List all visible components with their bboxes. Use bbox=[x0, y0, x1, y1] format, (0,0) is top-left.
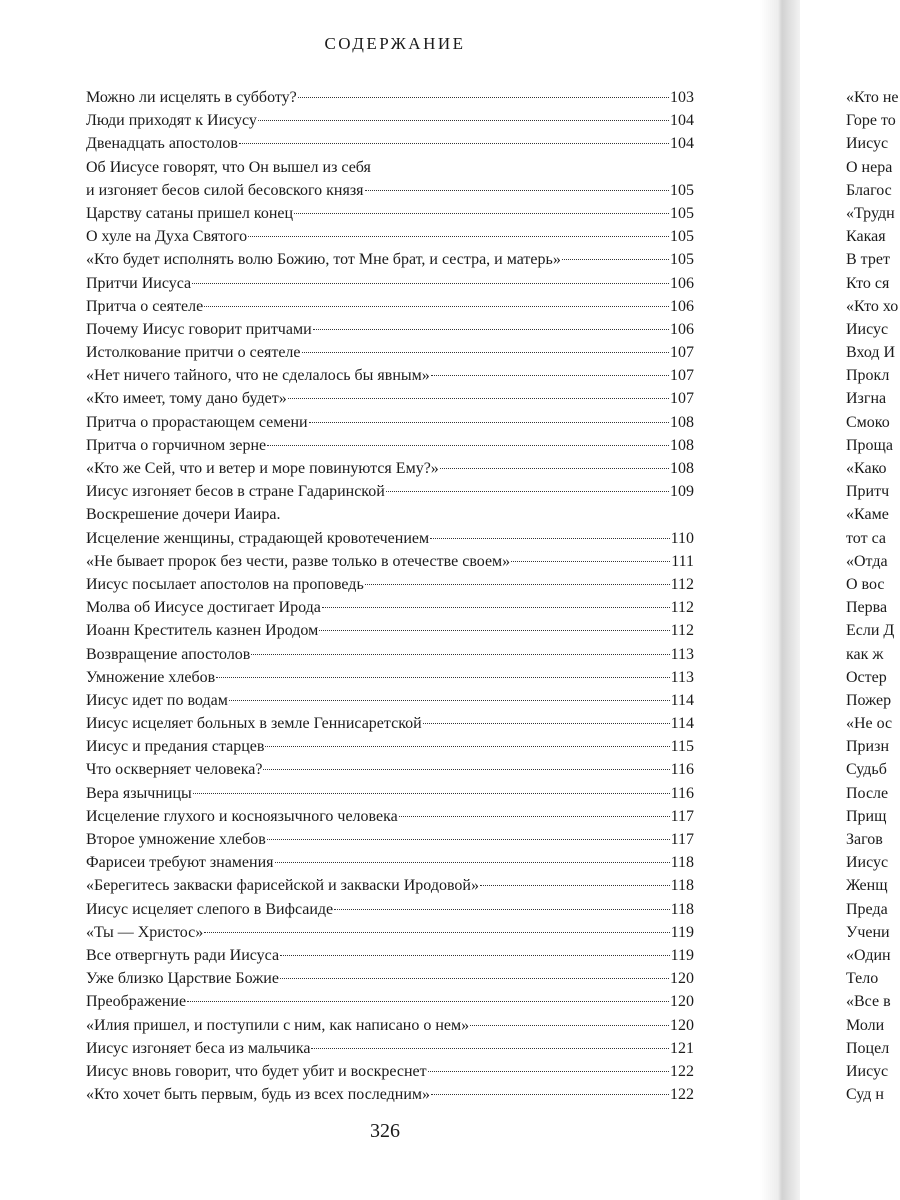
toc-entry bbox=[86, 619, 694, 642]
facing-page-line-fragment: Перва bbox=[846, 599, 888, 617]
toc-entry-page: 118 bbox=[670, 900, 694, 918]
toc-entry-page: 112 bbox=[670, 622, 694, 640]
toc-entry-page: 119 bbox=[670, 923, 694, 941]
toc-entry-title: Все отвергнуть ради Иисуса bbox=[86, 946, 280, 964]
facing-page-line-fragment: Кто ся bbox=[846, 274, 890, 292]
toc-entry bbox=[86, 318, 694, 341]
facing-page-line-fragment: Тело bbox=[846, 970, 879, 988]
toc-entry bbox=[86, 248, 694, 271]
facing-page-line-fragment: Женщ bbox=[846, 877, 888, 895]
dot-leader bbox=[288, 398, 669, 399]
dot-leader bbox=[319, 630, 669, 631]
facing-page-line-fragment: Иисус bbox=[846, 854, 889, 872]
facing-page-line-fragment: «Каме bbox=[846, 506, 889, 524]
facing-page-line-fragment: «Кто не bbox=[846, 89, 899, 106]
book-gutter bbox=[760, 0, 800, 1200]
dot-leader bbox=[248, 236, 669, 237]
toc-entry-title: Притча о горчичном зерне bbox=[86, 436, 267, 454]
toc-entry-page: 106 bbox=[670, 320, 694, 338]
toc-entry-title: «Не бывает пророк без чести, разве только в отечестве своем» bbox=[86, 552, 511, 570]
facing-page-line-fragment: Иисус bbox=[846, 1062, 889, 1080]
dot-leader bbox=[187, 1001, 669, 1002]
toc-entry-page: 105 bbox=[670, 181, 694, 199]
toc-entry-page: 108 bbox=[670, 413, 694, 431]
dot-leader bbox=[562, 259, 669, 260]
toc-entry-title: О хуле на Духа Святого bbox=[86, 228, 248, 246]
toc-entry-page: 105 bbox=[670, 228, 694, 246]
dot-leader bbox=[265, 746, 669, 747]
facing-page-line-fragment: Моли bbox=[846, 1016, 885, 1034]
toc-entry-page: 117 bbox=[670, 831, 694, 849]
facing-page-line-fragment: Пожер bbox=[846, 691, 892, 709]
toc-entry bbox=[86, 828, 694, 851]
toc-entry-title: и изгоняет бесов силой бесовского князя bbox=[86, 181, 364, 199]
facing-page-line-fragment: О нера bbox=[846, 158, 893, 176]
toc-entry-title: Можно ли исцелять в субботу? bbox=[86, 89, 297, 106]
toc-entry-title: Преображение bbox=[86, 993, 187, 1011]
toc-entry-page: 107 bbox=[670, 344, 694, 362]
toc-entry-title: Иисус посылает апостолов на проповедь bbox=[86, 575, 364, 593]
dot-leader bbox=[311, 1048, 669, 1049]
toc-entry-title: Иисус и предания старцев bbox=[86, 738, 265, 756]
toc-entry bbox=[86, 387, 694, 410]
dot-leader bbox=[399, 816, 670, 817]
facing-page-line-fragment: Суд н bbox=[846, 1086, 884, 1104]
dot-leader bbox=[423, 723, 670, 724]
toc-entry-page: 120 bbox=[670, 993, 694, 1011]
toc-entry-page: 112 bbox=[670, 575, 694, 593]
facing-page-line-fragment: Прокл bbox=[846, 367, 890, 385]
facing-page-line-fragment: Горе то bbox=[846, 112, 896, 130]
facing-page-line-fragment: тот са bbox=[846, 529, 886, 547]
toc-entry bbox=[86, 1083, 694, 1106]
toc-entry-page: 111 bbox=[671, 552, 694, 570]
toc-entry-title: Иисус исцеляет больных в земле Геннисаретской bbox=[86, 715, 422, 733]
facing-page-line-fragment: Прищ bbox=[846, 807, 887, 825]
toc-entry bbox=[86, 805, 694, 828]
facing-page-line-fragment: Преда bbox=[846, 900, 888, 918]
toc-entry bbox=[86, 596, 694, 619]
toc-entry-title: Притчи Иисуса bbox=[86, 274, 192, 292]
facing-page-line-fragment: Какая bbox=[846, 228, 886, 246]
table-of-contents bbox=[86, 86, 694, 1106]
toc-entry-page: 108 bbox=[670, 436, 694, 454]
toc-entry-page: 121 bbox=[670, 1039, 694, 1057]
toc-entry-title: «Кто имеет, тому дано будет» bbox=[86, 390, 287, 408]
facing-page-line-fragment: Изгна bbox=[846, 390, 887, 408]
facing-page-line-fragment: «Все в bbox=[846, 993, 891, 1011]
dot-leader bbox=[267, 445, 669, 446]
dot-leader bbox=[309, 422, 669, 423]
facing-page-line-fragment: «Како bbox=[846, 460, 887, 477]
toc-entry bbox=[86, 573, 694, 596]
dot-leader bbox=[229, 700, 670, 701]
toc-entry-title: «Берегитесь закваски фарисейской и закваски Иродовой» bbox=[86, 877, 479, 895]
facing-page-line-fragment: Поцел bbox=[846, 1039, 890, 1057]
toc-entry-title: Иоанн Креститель казнен Иродом bbox=[86, 622, 319, 640]
toc-entry bbox=[86, 202, 694, 225]
dot-leader bbox=[302, 352, 669, 353]
dot-leader bbox=[204, 932, 669, 933]
toc-entry-title: Притча о прорастающем семени bbox=[86, 413, 308, 431]
toc-entry-title: Уже близко Царствие Божие bbox=[86, 970, 279, 988]
dot-leader bbox=[428, 1071, 669, 1072]
dot-leader bbox=[430, 538, 669, 539]
toc-entry-page: 113 bbox=[670, 668, 694, 686]
toc-entry-title: «Ты — Христос» bbox=[86, 923, 204, 941]
facing-page-line-fragment: «Кто хо bbox=[846, 297, 899, 315]
dot-leader bbox=[322, 607, 670, 608]
toc-entry-title: Возвращение апостолов bbox=[86, 645, 251, 663]
dot-leader bbox=[386, 491, 669, 492]
toc-entry-page: 110 bbox=[670, 529, 694, 547]
facing-page-line-fragment: «Один bbox=[846, 946, 891, 964]
facing-page-line-fragment: Иисус bbox=[846, 135, 889, 153]
toc-entry bbox=[86, 86, 694, 109]
facing-page-line-fragment: Притч bbox=[846, 483, 890, 501]
toc-entry-title: Молва об Иисусе достигает Ирода bbox=[86, 599, 321, 617]
facing-page-line-fragment: Проща bbox=[846, 436, 893, 454]
dot-leader bbox=[440, 468, 669, 469]
facing-page-line-fragment: Иисус bbox=[846, 320, 889, 338]
dot-leader bbox=[258, 120, 669, 121]
toc-entry bbox=[86, 735, 694, 758]
dot-leader bbox=[313, 329, 669, 330]
facing-page-line-fragment: Судьб bbox=[846, 761, 887, 779]
facing-page-line-fragment: О вос bbox=[846, 575, 885, 593]
toc-entry-page: 104 bbox=[670, 112, 694, 130]
toc-entry bbox=[86, 1060, 694, 1083]
toc-entry bbox=[86, 156, 694, 202]
toc-entry-title: «Кто хочет быть первым, будь из всех последним» bbox=[86, 1086, 431, 1104]
toc-entry-title: «Нет ничего тайного, что не сделалось бы явным» bbox=[86, 367, 430, 385]
dot-leader bbox=[239, 143, 669, 144]
toc-entry-title: Люди приходят к Иисусу bbox=[86, 112, 257, 130]
toc-entry bbox=[86, 364, 694, 387]
toc-entry-page: 107 bbox=[670, 367, 694, 385]
dot-leader bbox=[263, 769, 669, 770]
toc-entry-page: 122 bbox=[670, 1062, 694, 1080]
facing-page-fragments bbox=[846, 86, 900, 1106]
dot-leader bbox=[275, 862, 670, 863]
dot-leader bbox=[192, 283, 669, 284]
dot-leader bbox=[216, 677, 669, 678]
toc-entry bbox=[86, 1037, 694, 1060]
toc-entry-page: 114 bbox=[670, 691, 694, 709]
toc-entry bbox=[86, 782, 694, 805]
dot-leader bbox=[365, 190, 669, 191]
toc-entry-page: 116 bbox=[670, 761, 694, 779]
toc-entry-title: Иисус вновь говорит, что будет убит и воскреснет bbox=[86, 1062, 427, 1080]
toc-entry bbox=[86, 411, 694, 434]
toc-entry bbox=[86, 944, 694, 967]
toc-entry bbox=[86, 689, 694, 712]
toc-entry bbox=[86, 967, 694, 990]
toc-entry-title: Исцеление глухого и косноязычного человека bbox=[86, 807, 398, 825]
toc-entry-title: Вера язычницы bbox=[86, 784, 192, 802]
toc-entry bbox=[86, 480, 694, 503]
toc-entry-page: 119 bbox=[670, 946, 694, 964]
toc-entry bbox=[86, 758, 694, 781]
toc-entry-title: Иисус изгоняет бесов в стране Гадаринской bbox=[86, 483, 385, 501]
facing-page-line-fragment: Загов bbox=[846, 831, 883, 848]
dot-leader bbox=[280, 978, 669, 979]
toc-entry bbox=[86, 712, 694, 735]
toc-entry-title: Второе умножение хлебов bbox=[86, 831, 266, 849]
toc-entry bbox=[86, 132, 694, 155]
dot-leader bbox=[193, 793, 670, 794]
toc-entry-page: 114 bbox=[670, 715, 694, 733]
facing-page-line-fragment: Если Д bbox=[846, 622, 895, 640]
facing-page-line-fragment: Вход И bbox=[846, 344, 896, 362]
toc-entry-page: 117 bbox=[670, 807, 694, 825]
toc-entry bbox=[86, 434, 694, 457]
toc-entry-page: 115 bbox=[670, 738, 694, 756]
toc-entry-title: Что оскверняет человека? bbox=[86, 761, 263, 779]
toc-entry-title: Иисус идет по водам bbox=[86, 691, 228, 709]
toc-entry-page: 107 bbox=[670, 390, 694, 408]
facing-page-line-fragment: Смоко bbox=[846, 413, 890, 431]
toc-entry-title: Иисус исцеляет слепого в Вифсаиде bbox=[86, 900, 334, 918]
toc-entry-page: 120 bbox=[670, 970, 694, 988]
toc-entry bbox=[86, 921, 694, 944]
facing-page-line-fragment: как ж bbox=[846, 645, 884, 663]
toc-entry-title: Исцеление женщины, страдающей кровотечением bbox=[86, 529, 430, 547]
toc-entry-title: Иисус изгоняет беса из мальчика bbox=[86, 1039, 311, 1057]
toc-entry bbox=[86, 272, 694, 295]
dot-leader bbox=[480, 885, 670, 886]
dot-leader bbox=[334, 909, 669, 910]
toc-entry-title-line1: Воскрешение дочери Иаира. bbox=[86, 506, 281, 524]
toc-entry-page: 113 bbox=[670, 645, 694, 663]
toc-entry-page: 105 bbox=[670, 204, 694, 222]
dot-leader bbox=[431, 1094, 669, 1095]
toc-entry bbox=[86, 874, 694, 897]
facing-page-line-fragment: В трет bbox=[846, 251, 890, 269]
facing-page-line-fragment: Остер bbox=[846, 668, 887, 686]
toc-entry-page: 104 bbox=[670, 135, 694, 153]
facing-page-line-fragment: «Отда bbox=[846, 552, 888, 570]
toc-entry bbox=[86, 341, 694, 364]
toc-entry-title: Царству сатаны пришел конец bbox=[86, 204, 294, 222]
toc-entry-title-line1: Об Иисусе говорят, что Он вышел из себя bbox=[86, 158, 371, 176]
toc-entry-page: 106 bbox=[670, 274, 694, 292]
facing-page-line-fragment: Призн bbox=[846, 738, 889, 756]
toc-entry-page: 120 bbox=[670, 1016, 694, 1034]
dot-leader bbox=[365, 584, 670, 585]
dot-leader bbox=[470, 1025, 669, 1026]
facing-page-line-fragment: «Не ос bbox=[846, 715, 893, 733]
toc-entry bbox=[86, 457, 694, 480]
toc-entry bbox=[86, 109, 694, 132]
toc-entry-title: Двенадцать апостолов bbox=[86, 135, 238, 153]
toc-entry bbox=[86, 898, 694, 921]
toc-entry-title: Почему Иисус говорит притчами bbox=[86, 320, 312, 338]
dot-leader bbox=[511, 561, 670, 562]
facing-page-line-fragment: «Трудн bbox=[846, 204, 895, 222]
toc-entry-title: Притча о сеятеле bbox=[86, 297, 204, 315]
toc-entry-page: 103 bbox=[670, 89, 694, 106]
dot-leader bbox=[431, 375, 669, 376]
facing-page-line-fragment: После bbox=[846, 784, 889, 802]
dot-leader bbox=[251, 654, 669, 655]
dot-leader bbox=[298, 97, 669, 98]
dot-leader bbox=[280, 955, 670, 956]
dot-leader bbox=[204, 306, 669, 307]
toc-entry bbox=[86, 851, 694, 874]
toc-entry-title: «Илия пришел, и поступили с ним, как написано о нем» bbox=[86, 1016, 470, 1034]
facing-page-line-fragment: Благос bbox=[846, 181, 892, 199]
toc-entry-page: 108 bbox=[670, 460, 694, 478]
toc-entry bbox=[86, 1014, 694, 1037]
toc-entry bbox=[86, 666, 694, 689]
toc-entry-title: «Кто будет исполнять волю Божию, тот Мне брат, и сестра, и матерь» bbox=[86, 251, 561, 269]
page-number: 326 bbox=[370, 1120, 400, 1142]
toc-entry bbox=[86, 503, 694, 549]
toc-entry-page: 118 bbox=[670, 854, 694, 872]
toc-entry bbox=[86, 225, 694, 248]
toc-entry bbox=[86, 550, 694, 573]
toc-entry bbox=[86, 643, 694, 666]
toc-entry-page: 116 bbox=[670, 784, 694, 802]
toc-entry-page: 112 bbox=[670, 599, 694, 617]
toc-entry bbox=[86, 990, 694, 1013]
toc-entry-page: 105 bbox=[670, 251, 694, 269]
dot-leader bbox=[294, 213, 669, 214]
facing-page-line-fragment: Учени bbox=[846, 923, 890, 941]
toc-entry-page: 106 bbox=[670, 297, 694, 315]
toc-entry-page: 109 bbox=[670, 483, 694, 501]
dot-leader bbox=[267, 839, 670, 840]
toc-entry-page: 122 bbox=[670, 1086, 694, 1104]
page-header: СОДЕРЖАНИЕ bbox=[324, 34, 466, 53]
toc-entry-title: Умножение хлебов bbox=[86, 668, 216, 686]
toc-entry-title: «Кто же Сей, что и ветер и море повинуются Ему?» bbox=[86, 460, 439, 478]
toc-entry-page: 118 bbox=[670, 877, 694, 895]
toc-entry bbox=[86, 295, 694, 318]
toc-entry-title: Фарисеи требуют знамения bbox=[86, 854, 274, 872]
toc-entry-title: Истолкование притчи о сеятеле bbox=[86, 344, 301, 362]
